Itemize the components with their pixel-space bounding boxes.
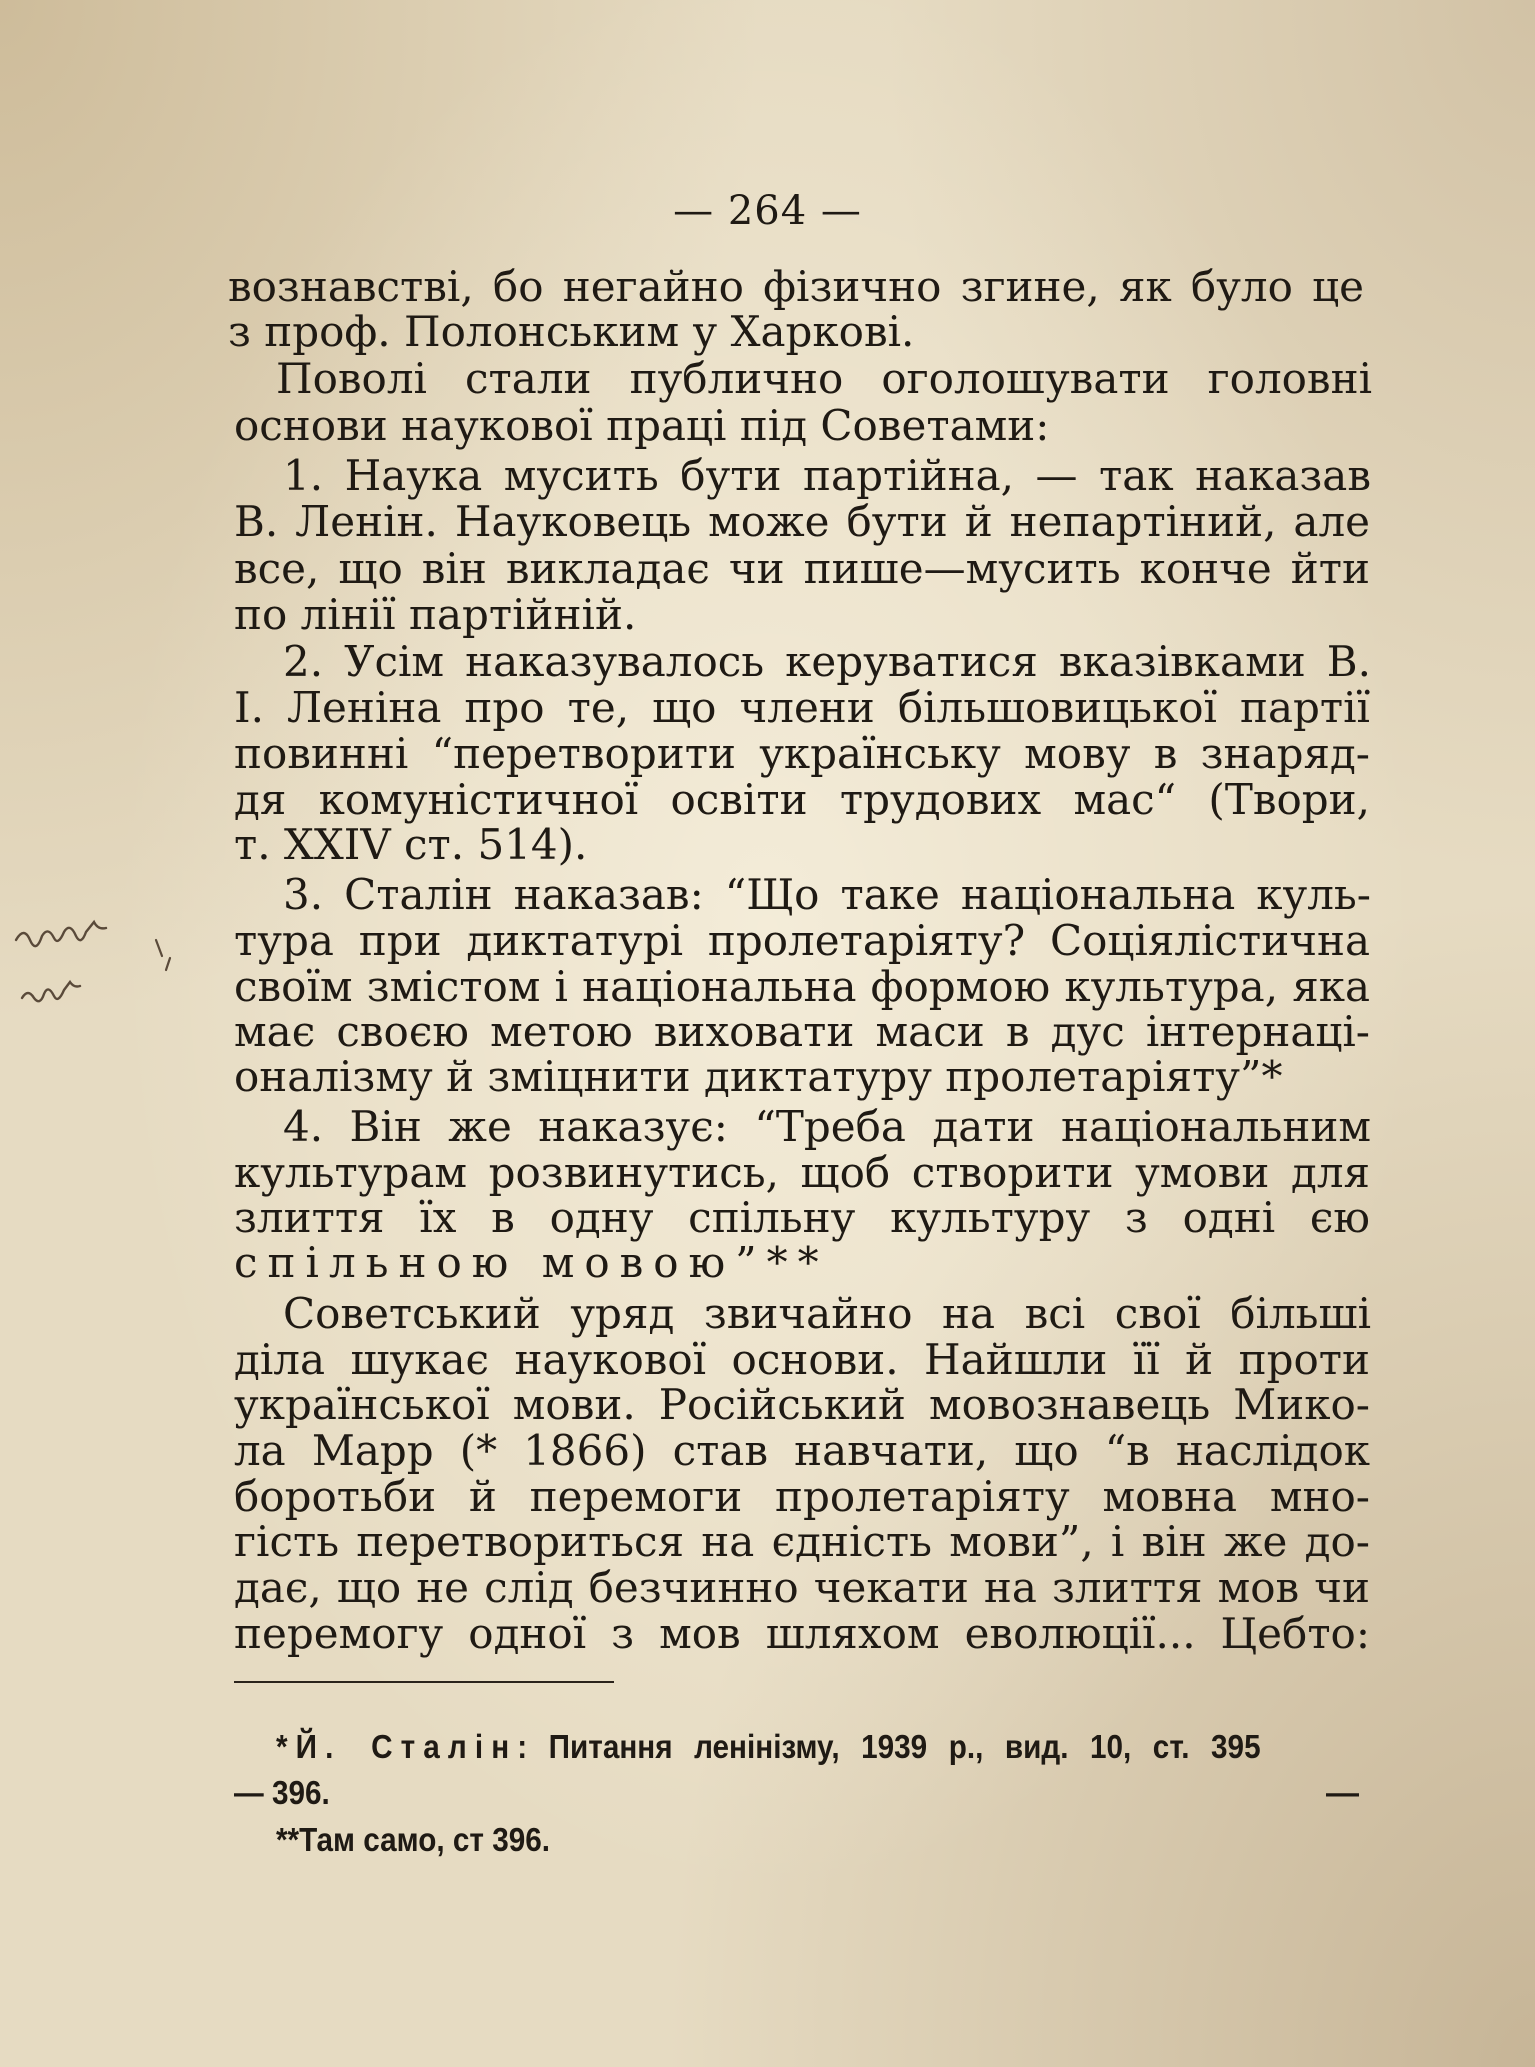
text-line: дя комуністичної освіти трудових мас“ (Твори, xyxy=(234,775,1370,824)
page-number: — 264 — xyxy=(673,188,862,234)
footnote-text: : Питання ленінізму, 1939 р., вид. 10, ст. 395 xyxy=(517,1728,1261,1765)
text-line: І. Леніна про те, що члени більшовицької партії xyxy=(234,683,1370,732)
text-line: В. Ленін. Науковець може бути й непартіний, але xyxy=(234,497,1370,546)
text-line: з проф. Полонським у Харкові. xyxy=(228,307,915,356)
text-line: гість перетвориться на єдність мови”, і він же до- xyxy=(234,1517,1370,1566)
text-line: злиття їх в одну спільну культуру з одні єю xyxy=(234,1193,1370,1242)
text-line: повинні “перетворити українську мову в знаряд- xyxy=(234,729,1370,778)
text-line: спільною мовою”** xyxy=(234,1238,829,1287)
text-line: оналізму й зміцнити диктатуру пролетаріяту”* xyxy=(234,1052,1283,1101)
text-line: боротьби й перемоги пролетаріяту мовна мно- xyxy=(234,1472,1370,1521)
footnote-1 xyxy=(276,1730,1261,1763)
text-line: вознавстві, бо негайно фізично згине, як було це xyxy=(228,262,1364,311)
text-line: 3. Сталін наказав: “Що таке національна куль- xyxy=(283,870,1371,919)
footnote-divider xyxy=(234,1681,614,1683)
text-line: перемогу одної з мов шляхом еволюції... Цебто: xyxy=(234,1609,1370,1658)
text-line: дає, що не слід безчинно чекати на злиття мов чи xyxy=(234,1563,1370,1612)
text-line: т. XXIV ст. 514). xyxy=(234,820,588,869)
text-line: Поволі стали публично оголошувати головні xyxy=(276,354,1372,403)
footnote-2: **Там само, ст 396. xyxy=(276,1821,551,1858)
text-line: ла Марр (* 1866) став навчати, що “в наслідок xyxy=(234,1426,1370,1475)
text-line: має своєю метою виховати маси в дус інтернаці- xyxy=(234,1007,1370,1056)
text-line: своїм змістом і національна формою культура, яка xyxy=(234,962,1370,1011)
footnote-author: *Й. Сталін xyxy=(276,1728,518,1765)
text-line: культурам розвинутись, щоб створити умови для xyxy=(234,1148,1370,1197)
text-line: тура при диктатурі пролетаріяту? Соціялістична xyxy=(234,916,1370,965)
text-line: основи наукової праці під Советами: xyxy=(234,401,1050,450)
text-line: 1. Наука мусить бути партійна, — так наказав xyxy=(283,451,1371,500)
text-line: діла шукає наукової основи. Найшли її й проти xyxy=(234,1335,1370,1384)
text-line: по лінії партійній. xyxy=(234,590,637,639)
text-line: все, що він викладає чи пише—мусить конче йти xyxy=(234,544,1370,593)
handwritten-margin-note xyxy=(6,900,206,1040)
text-line: 2. Усім наказувалось керуватися вказівками В. xyxy=(283,637,1371,686)
text-line: 4. Він же наказує: “Треба дати національним xyxy=(283,1102,1371,1151)
footnote-1-trailing-dash: — xyxy=(1326,1774,1359,1811)
text-line: української мови. Російський мовознавець Мико- xyxy=(234,1380,1370,1429)
footnote-text: — 396. xyxy=(234,1774,330,1811)
footnote-1-continuation xyxy=(234,1776,1219,1809)
text-line: Советський уряд звичайно на всі свої більші xyxy=(283,1289,1371,1338)
